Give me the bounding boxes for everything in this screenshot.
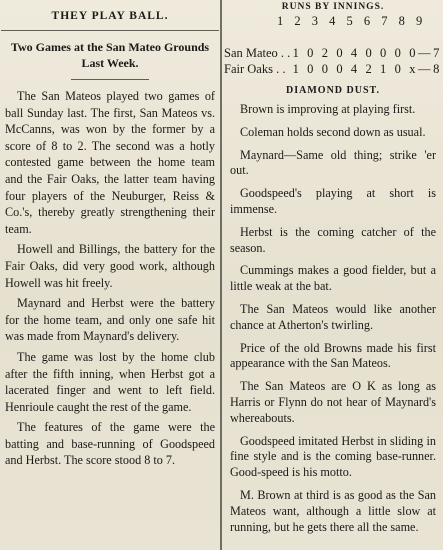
article-paragraph: Maynard and Herbst were the battery for the home team, and only one safe hit was made from Maynard's delivery. <box>5 296 215 344</box>
score-table <box>224 45 442 77</box>
dust-item: The San Mateos are O K as long as Harris or Flynn do not hear of Maynard's whereabouts. <box>230 379 436 425</box>
dust-item: Goodspeed's playing at short is immense. <box>230 186 436 216</box>
subhead-rule <box>71 79 149 80</box>
runs-by-innings-title: RUNS BY INNINGS. <box>281 2 385 12</box>
dust-item: Coleman holds second down as usual. <box>240 124 426 139</box>
score-row <box>224 61 442 77</box>
dust-item: Price of the old Browns made his first appearance with the San Mateos. <box>230 340 436 371</box>
innings-header: 1 2 3 4 5 6 7 8 9 <box>277 14 427 28</box>
score-row <box>224 45 442 61</box>
column-divider <box>220 0 222 550</box>
article-paragraph: The features of the game were the batting and base-running of Goodspeed and Herbst. The score stood 8 to 7. <box>5 420 215 468</box>
dust-item: Goodspeed imitated Herbst in sliding in fine style and is the coming base-runner. Good-speed is his motto. <box>230 433 436 480</box>
diamond-dust-title: DIAMOND DUST. <box>286 85 380 96</box>
headline: THEY PLAY BALL. <box>51 10 169 22</box>
team-name: Fair Oaks . . <box>224 62 286 76</box>
subheadline: Two Games at the San Mateo Grounds Last Week. <box>10 40 210 70</box>
dust-item: The San Mateos would like another chance at Atherton's twirling. <box>230 301 436 332</box>
article-paragraph: Howell and Billings, the battery for the Fair Oaks, did very good work, although Howell was hit freely. <box>5 242 215 290</box>
article-paragraph: The game was lost by the home club after the fifth inning, when Herbst got a lacerated finger and went to left field. Henrioule caught the rest of the game. <box>5 349 215 414</box>
article-paragraph: The San Mateos played two games of ball Sunday last. The first, San Mateos vs. McCanns, was won by the former by a score of 8 to 2. The second was a hotly contested game between the home team and the Fair Oaks, the latter team having four players of the Neuburger, Reiss & Co.'s, thereby greatly strengthening their team. <box>5 89 215 236</box>
team-runs: 1 0 2 0 4 0 0 0 0—7 <box>292 46 442 60</box>
dust-item: M. Brown at third is as good as the San Mateos want, although a little slow at running, but he gets there all the same. <box>230 487 436 534</box>
right-column <box>224 0 442 542</box>
headline-rule <box>1 30 219 31</box>
dust-item: Brown is improving at playing first. <box>240 102 416 116</box>
team-name: San Mateo . . <box>224 46 291 60</box>
dust-item: Herbst is the coming catcher of the season. <box>230 224 436 255</box>
team-runs: 1 0 0 0 4 2 1 0 x—8 <box>292 62 442 76</box>
left-column <box>1 0 219 469</box>
dust-item: Cummings makes a good fielder, but a little weak at the bat. <box>230 263 436 294</box>
dust-item: Maynard—Same old thing; strike 'er out. <box>230 147 436 178</box>
